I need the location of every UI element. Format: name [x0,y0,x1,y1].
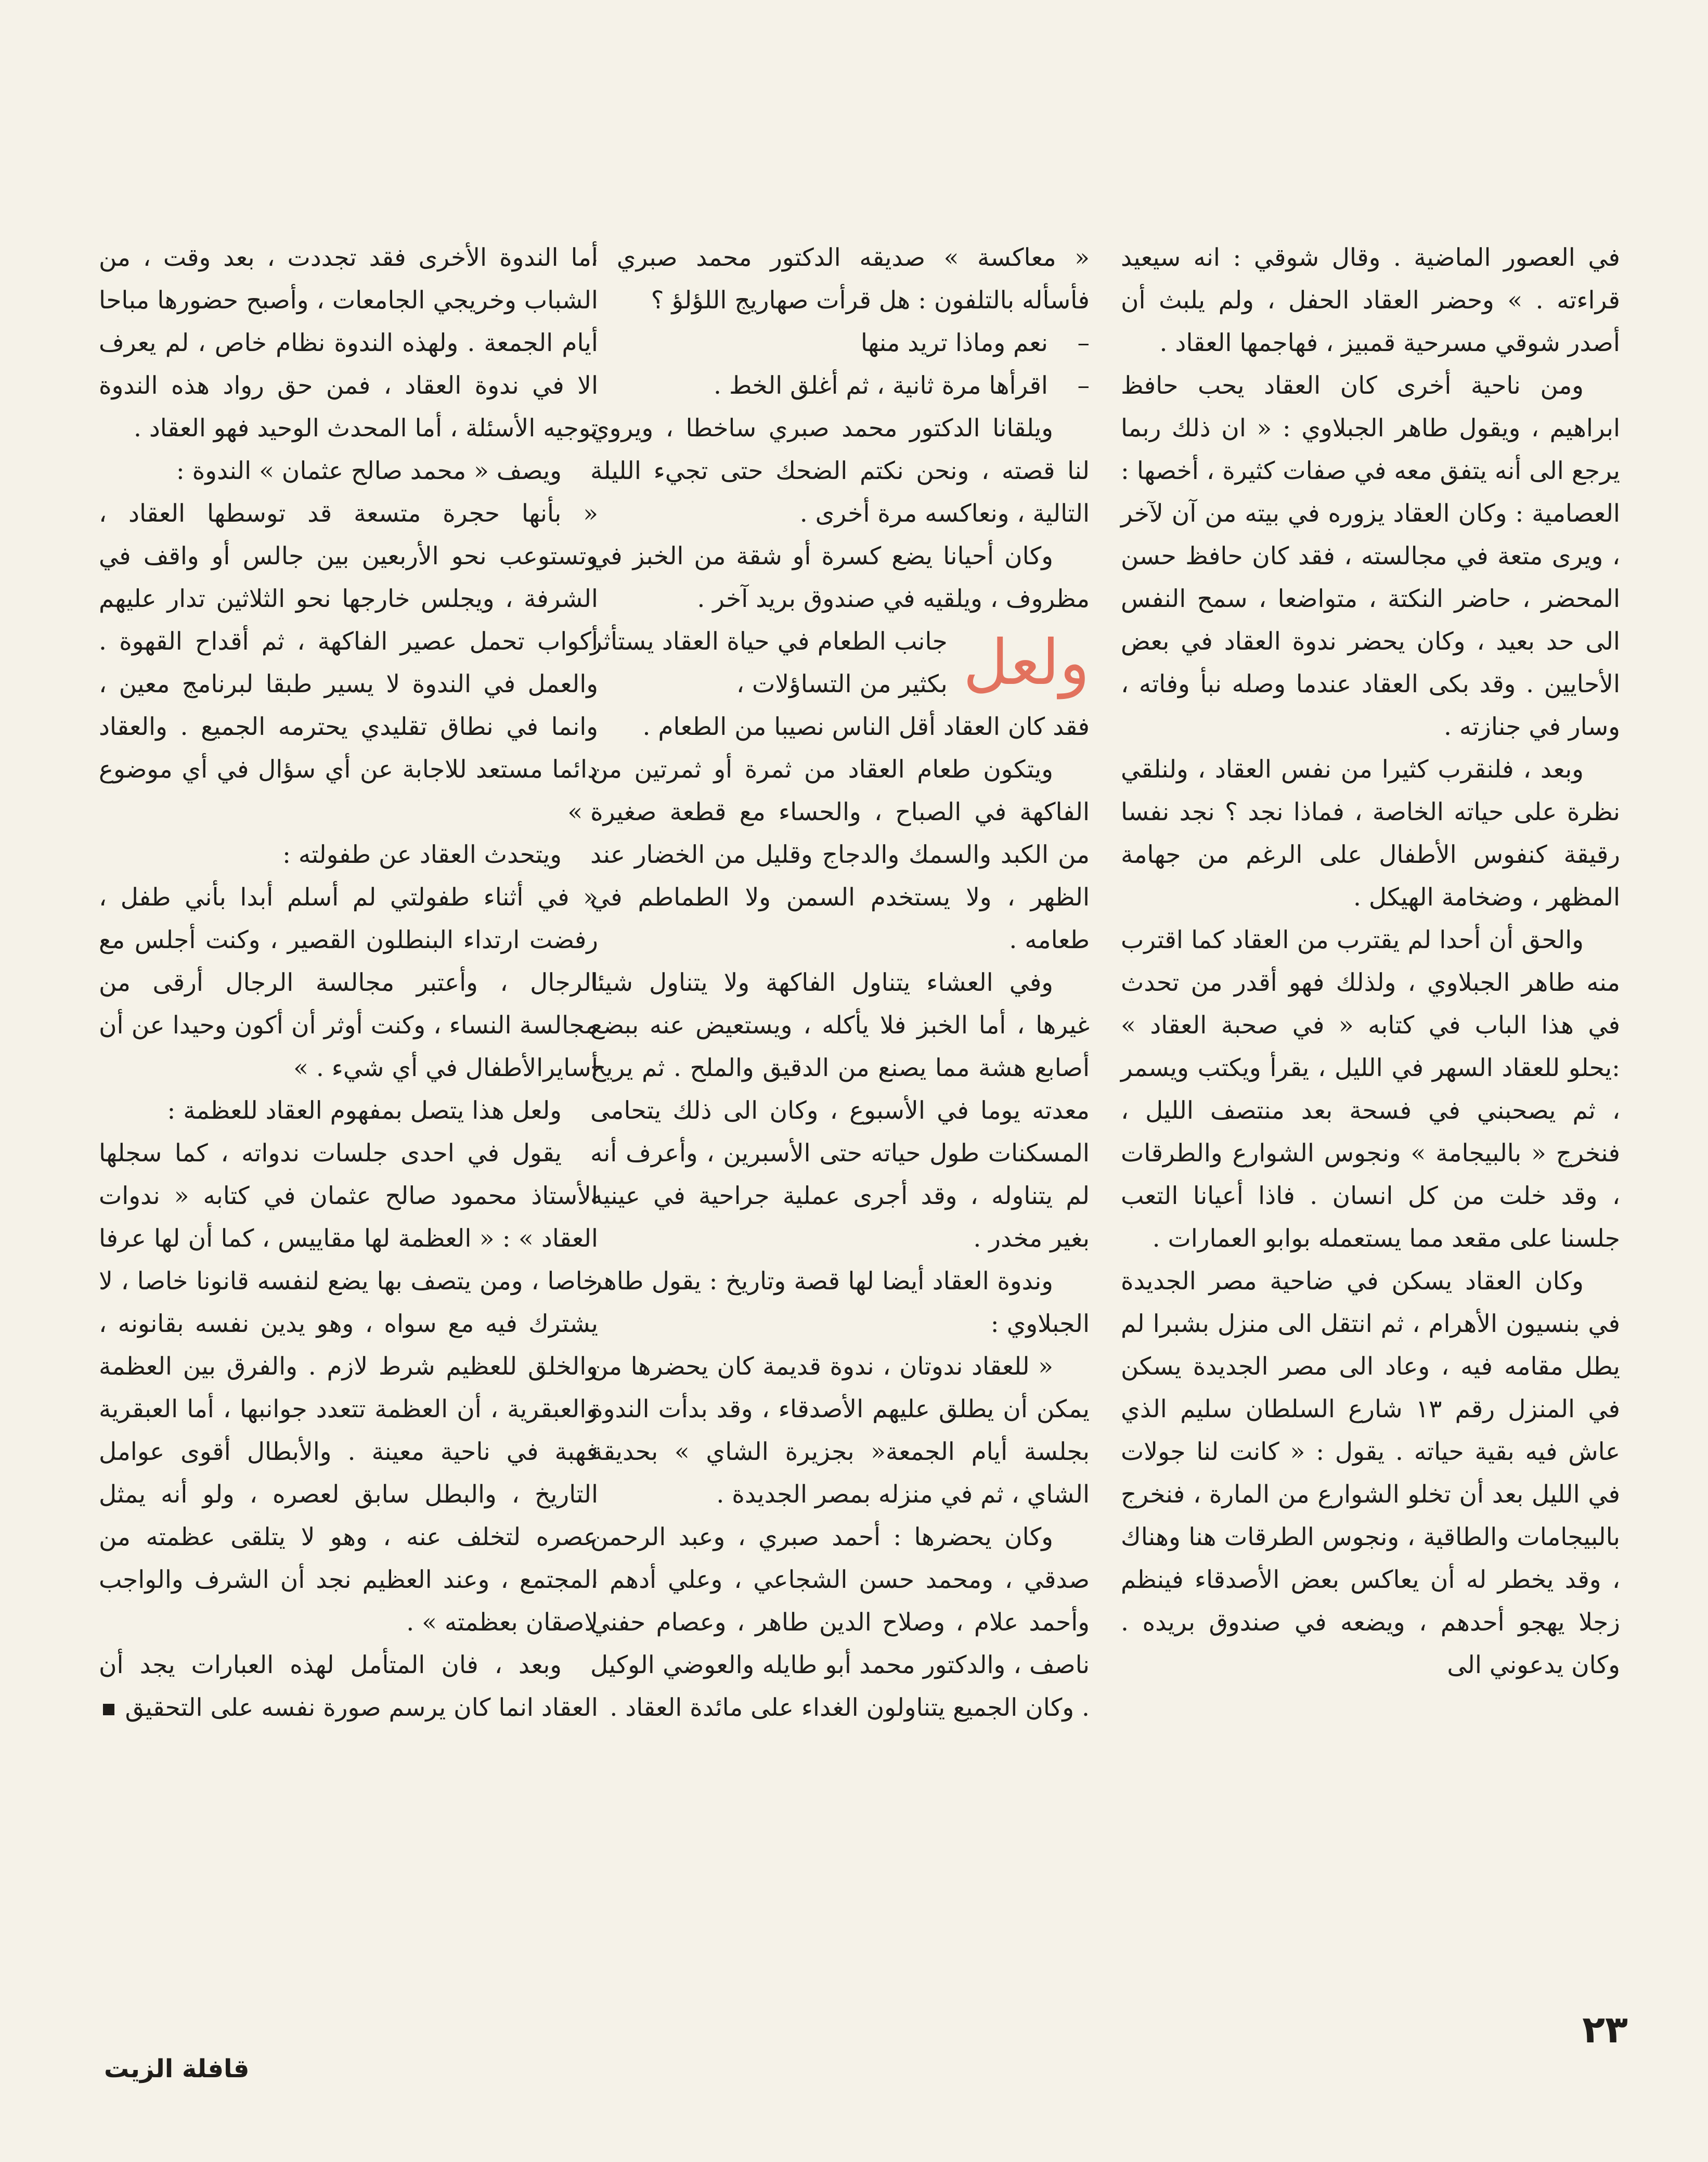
section-opening [590,620,1090,706]
paragraph: وبعد ، فلنقرب كثيرا من نفس العقاد ، ولنلقي نظرة على حياته الخاصة ، فماذا نجد ؟ نجد نفسا رقيقة كنفوس الأطفال على الرغم من جهامة المظهر ، وضخامة الهيكل . [1121,755,1620,912]
paragraph: وكان أحيانا يضع كسرة أو شقة من الخبز في مظروف ، ويلقيه في صندوق بريد آخر . [590,542,1090,613]
paragraph: أما الندوة الأخرى فقد تجددت ، بعد وقت ، من الشباب وخريجي الجامعات ، وأصبح حضورها مباحا أيام الجمعة . ولهذه الندوة نظام خاص ، لم يعرف الا في ندوة العقاد ، فمن حق رواد هذه الندوة توجيه الأسئلة ، أما المحدث الوحيد فهو العقاد . [99,243,598,443]
paragraph: يقول في احدى جلسات ندواته ، كما سجلها الأستاذ محمود صالح عثمان في كتابه « ندوات العقاد » : « العظمة لها مقاييس ، كما أن لها عرفا خاصا ، ومن يتصف بها يضع لنفسه قانونا خاصا ، لا يشترك فيه مع سواه ، وهو يدين نفسه بقانونه ، والخلق للعظيم شرط لازم . والفرق بين العظمة والعبقرية ، أن العظمة تتعدد جوانبها ، أما العبقرية فهبة في ناحية معينة . والأبطال أقوى عوامل التاريخ ، والبطل سابق لعصره ، ولو أنه يمثل عصره لتخلف عنه ، وهو لا يتلقى عظمته من المجتمع ، وعند العظيم نجد أن الشرف والواجب لاصقان بعظمته » . [99,1139,598,1637]
decorative-initial-word: ولعل [963,627,1090,699]
paragraph: في العصور الماضية . وقال شوقي : انه سيعيد قراءته . » وحضر العقاد الحفل ، ولم يلبث أن أصدر شوقي مسرحية قمبيز ، فهاجمها العقاد . [1121,243,1620,357]
page-number: ٢٣ [1582,2008,1628,2051]
article-column-left [99,237,598,1729]
paragraph: وكان العقاد يسكن في ضاحية مصر الجديدة في بنسيون الأهرام ، ثم انتقل الى منزل بشبرا لم يطل مقامه فيه ، وعاد الى مصر الجديدة يسكن في المنزل رقم ١٣ شارع السلطان سليم الذي عاش فيه بقية حياته . يقول : « كانت لنا جولات في الليل بعد أن تخلو الشوارع من المارة ، فنخرج بالبيجامات والطاقية ، ونجوس الطرقات هنا وهناك ، وقد يخطر له أن يعاكس بعض الأصدقاء فينظم زجلا يهجو أحدهم ، ويضعه في صندوق بريده . وكان يدعوني الى [1121,1267,1620,1679]
article-column-right [1121,237,1620,1687]
paragraph: « بأنها حجرة متسعة قد توسطها العقاد ، وتستوعب نحو الأربعين بين جالس أو واقف في الشرفة ، ويجلس خارجها نحو الثلاثين تدار عليهم أكواب تحمل عصير الفاكهة ، ثم أقداح القهوة . والعمل في الندوة لا يسير طبقا لبرنامج معين ، وانما في نطاق تقليدي يحترمه الجميع . والعقاد دائما مستعد للاجابة عن أي سؤال في أي موضوع . » [99,499,598,826]
closing-paragraph-text: وبعد ، فان المتأمل لهذه العبارات يجد أن العقاد انما كان يرسم صورة نفسه على التحقيق [99,1651,598,1722]
paragraph: ويتكون طعام العقاد من ثمرة أو ثمرتين من الفاكهة في الصباح ، والحساء مع قطعة صغيرة من الكبد والسمك والدجاج وقليل من الخضار عند الظهر ، ولا يستخدم السمن ولا الطماطم في طعامه . [590,755,1090,954]
paragraph: ولعل هذا يتصل بمفهوم العقاد للعظمة : [167,1096,562,1125]
paragraph: وندوة العقاد أيضا لها قصة وتاريخ : يقول طاهر الجبلاوي : [590,1267,1090,1338]
dialogue-line: – اقرأها مرة ثانية ، ثم أغلق الخط . [590,365,1090,407]
paragraph: « في أثناء طفولتي لم أسلم أبدا بأني طفل ، رفضت ارتداء البنطلون القصير ، وكنت أجلس مع الرجال ، وأعتبر مجالسة الرجال أرقى من مجالسة النساء ، وكنت أوثر أن أكون وحيدا عن أن أسايرالأطفال في أي شيء . » [99,883,598,1082]
dialogue-line: – نعم وماذا تريد منها [590,322,1090,365]
paragraph: ومن ناحية أخرى كان العقاد يحب حافظ ابراهيم ، ويقول طاهر الجبلاوي : « ان ذلك ربما يرجع الى أنه يتفق معه في صفات كثيرة ، أخصها : العصامية : وكان العقاد يزوره في بيته من آن لآخر ، ويرى متعة في مجالسته ، فقد كان حافظ حسن المحضر ، حاضر النكتة ، متواضعا ، سمح النفس الى حد بعيد ، وكان يحضر ندوة العقاد في بعض الأحايين . وقد بكى العقاد عندما وصله نبأ وفاته ، وسار في جنازته . [1121,371,1620,741]
paragraph: والحق أن أحدا لم يقترب من العقاد كما اقترب منه طاهر الجبلاوي ، ولذلك فهو أقدر من تحدث في هذا الباب في كتابه « في صحبة العقاد » :يحلو للعقاد السهر في الليل ، يقرأ ويكتب ويسمر ، ثم يصحبني في فسحة بعد منتصف الليل ، فنخرج « بالبيجامة » ونجوس الشوارع والطرقات ، وقد خلت من كل انسان . فاذا أعيانا التعب جلسنا على مقعد مما يستعمله بوابو العمارات . [1121,926,1620,1253]
paragraph: ويلقانا الدكتور محمد صبري ساخطا ، ويروي لنا قصته ، ونحن نكتم الضحك حتى تجيء الليلة التالية ، ونعاكسه مرة أخرى . [590,414,1090,528]
paragraph: ويصف « محمد صالح عثمان » الندوة : [176,457,562,485]
article-column-middle [590,237,1090,1729]
paragraph: « معاكسة » صديقه الدكتور محمد صبري ، فأسأله بالتلفون : هل قرأت صهاريج اللؤلؤ ؟ [590,243,1090,315]
paragraph: فقد كان العقاد أقل الناس نصيبا من الطعام . [642,713,1090,741]
paragraph: « للعقاد ندوتان ، ندوة قديمة كان يحضرها من يمكن أن يطلق عليهم الأصدقاء ، وقد بدأت الندوة بجلسة أيام الجمعة« بجزيرة الشاي » بحديقة الشاي ، ثم في منزله بمصر الجديدة . [590,1352,1090,1509]
paragraph: ويتحدث العقاد عن طفولته : [282,840,562,869]
paragraph [99,1644,598,1729]
section-opening-text: جانب الطعام في حياة العقاد يستأثر بكثير من التساؤلات ، [590,627,948,698]
paragraph: وكان يحضرها : أحمد صبري ، وعبد الرحمن صدقي ، ومحمد حسن الشجاعي ، وعلي أدهم ، وأحمد علام ، وصلاح الدين طاهر ، وعصام حفني ناصف ، والدكتور محمد أبو طايله والعوضي الوكيل . وكان الجميع يتناولون الغداء على مائدة العقاد . [590,1523,1090,1722]
end-of-article-mark [103,1704,114,1715]
magazine-name: قافلة الزيت [104,2054,250,2083]
paragraph: وفي العشاء يتناول الفاكهة ولا يتناول شيئا غيرها ، أما الخبز فلا يأكله ، ويستعيض عنه ببضع أصابع هشة مما يصنع من الدقيق والملح . ثم يريح معدته يوما في الأسبوع ، وكان الى ذلك يتحامى المسكنات طول حياته حتى الأسبرين ، وأعرف أنه لم يتناوله ، وقد أجرى عملية جراحية في عينيه بغير مخدر . [590,968,1090,1253]
